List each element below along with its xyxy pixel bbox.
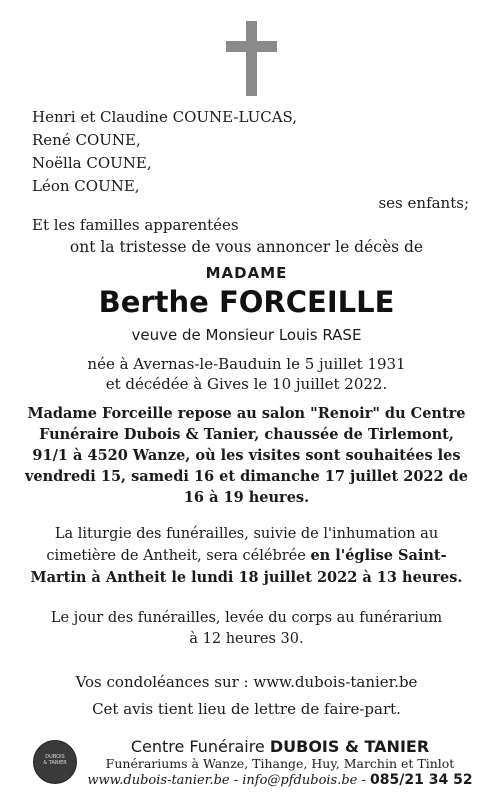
visitation-info (0, 403, 493, 508)
contact-web-email[interactable]: www.dubois-tanier.be - info@pfdubois.be - (87, 773, 371, 788)
notice-statement: Cet avis tient lieu de lettre de faire-part. (92, 700, 401, 718)
family-role: ses enfants; (378, 194, 469, 212)
liturgy-line: La liturgie des funérailles, suivie de l'inhumation au (54, 526, 439, 542)
funeral-day-line: Le jour des funérailles, levée du corps au funérarium (50, 610, 443, 626)
liturgy-church: en l'église Saint- (310, 547, 447, 564)
liturgy-line (0, 545, 493, 567)
condolences-link[interactable]: Vos condoléances sur : www.dubois-tanier.be (75, 673, 418, 691)
footer (0, 730, 493, 800)
logo-line: & TANIER (43, 760, 67, 766)
family-member: Léon COUNE, (32, 177, 140, 195)
death-line: et décédée à Gives le 10 juillet 2022. (105, 375, 388, 393)
funeral-home-logo (33, 740, 77, 784)
family-member: Noëlla COUNE, (32, 154, 152, 172)
liturgy-date: Martin à Antheit le lundi 18 juillet 2022 à 13 heures. (30, 569, 463, 586)
widow-of: veuve de Monsieur Louis RASE (131, 326, 362, 344)
birth-line: née à Avernas-le-Bauduin le 5 juillet 1931 (87, 355, 406, 373)
latin-cross-icon (226, 21, 277, 96)
funerariums-list: Funérariums à Wanze, Tihange, Huy, Marchin et Tinlot (105, 756, 455, 771)
visitation-line: vendredi 15, samedi 16 et dimanche 17 juillet 2022 de (24, 468, 469, 485)
family-member: Henri et Claudine COUNE-LUCAS, (32, 108, 298, 126)
visitation-line: 91/1 à 4520 Wanze, où les visites sont souhaitées les (32, 447, 461, 464)
other-families: Et les familles apparentées (32, 216, 239, 234)
contact-line (80, 772, 480, 788)
visitation-line: Funéraire Dubois & Tanier, chaussée de Tirlemont, (39, 426, 454, 443)
birth-death-dates (0, 354, 493, 394)
funeral-day-line: à 12 heures 30. (189, 631, 304, 647)
funeral-home-name (80, 737, 480, 756)
family-list (32, 106, 297, 198)
visitation-line: Madame Forceille repose au salon "Renoir" du Centre (27, 405, 466, 422)
centre-brand: DUBOIS & TANIER (269, 737, 430, 756)
family-member: René COUNE, (32, 131, 141, 149)
liturgy-line (0, 567, 493, 589)
liturgy-info (0, 524, 493, 589)
visitation-line: 16 à 19 heures. (183, 489, 310, 506)
logo-line: DUBOIS (45, 754, 65, 760)
funeral-day-info (0, 608, 493, 650)
centre-label: Centre Funéraire (130, 737, 270, 756)
liturgy-text: cimetière de Antheit, sera célébrée (46, 548, 311, 564)
phone-number[interactable]: 085/21 34 52 (370, 772, 473, 788)
deceased-name: Berthe FORCEILLE (98, 285, 395, 319)
announcement-intro: ont la tristesse de vous annoncer le décès de (69, 238, 424, 256)
deceased-title: MADAME (205, 264, 288, 282)
